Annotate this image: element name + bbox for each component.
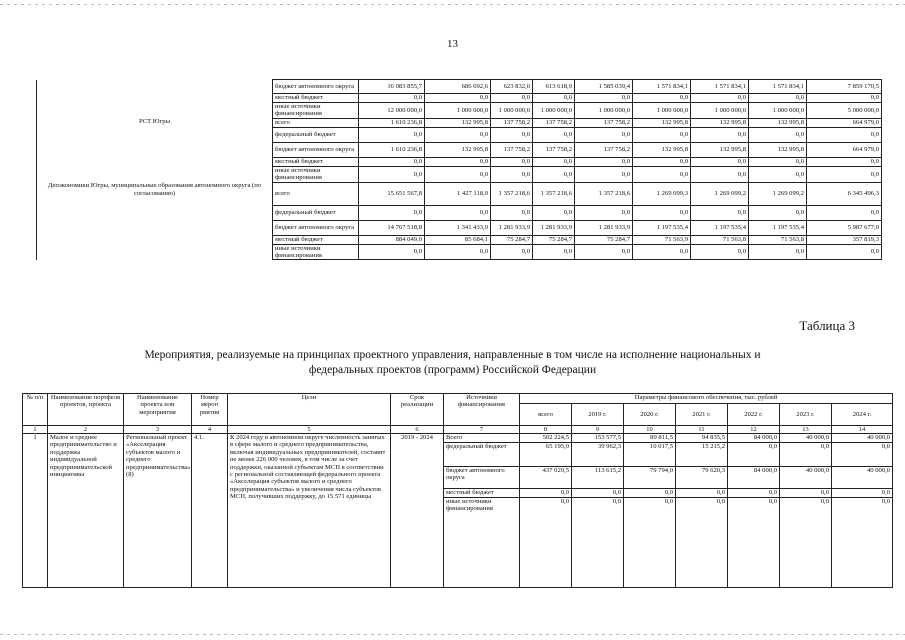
column-number: 1 bbox=[23, 426, 48, 434]
measure-number: 4.1. bbox=[192, 434, 228, 588]
amount-cell: 1 197 535,4 bbox=[749, 220, 807, 235]
column-number: 9 bbox=[572, 426, 624, 434]
amount-cell: 0,0 bbox=[728, 489, 780, 498]
column-number: 14 bbox=[832, 426, 893, 434]
amount-cell: 137 758,2 bbox=[533, 142, 575, 157]
amount-cell: 0,0 bbox=[425, 127, 491, 142]
amount-cell: 137 758,2 bbox=[575, 142, 633, 157]
amount-cell: 15 651 567,8 bbox=[359, 182, 425, 205]
amount-cell: 5 987 677,0 bbox=[807, 220, 882, 235]
amount-cell: 0,0 bbox=[624, 498, 676, 588]
amount-cell: 14 767 518,8 bbox=[359, 220, 425, 235]
amount-cell: 75 284,7 bbox=[575, 235, 633, 244]
table-row bbox=[37, 80, 882, 94]
amount-cell: 0,0 bbox=[633, 205, 691, 220]
projects-table bbox=[22, 393, 893, 588]
page-number: 13 bbox=[447, 38, 458, 50]
amount-cell: 71 563,8 bbox=[749, 235, 807, 244]
amount-cell: 1 341 433,9 bbox=[425, 220, 491, 235]
amount-cell: 1 281 933,9 bbox=[575, 220, 633, 235]
amount-cell: 0,0 bbox=[832, 443, 893, 467]
source-label: всего bbox=[273, 182, 359, 205]
amount-cell: 1 197 535,4 bbox=[633, 220, 691, 235]
amount-cell: 0,0 bbox=[359, 205, 425, 220]
amount-cell: 1 269 099,2 bbox=[749, 182, 807, 205]
amount-cell: 75 284,7 bbox=[491, 235, 533, 244]
amount-cell: 0,0 bbox=[425, 166, 491, 182]
column-number: 6 bbox=[391, 426, 444, 434]
amount-cell: 1 357 218,6 bbox=[575, 182, 633, 205]
amount-cell: 0,0 bbox=[691, 166, 749, 182]
amount-cell: 1 000 000,0 bbox=[575, 103, 633, 119]
amount-cell: 10 017,5 bbox=[624, 443, 676, 467]
amount-cell: 137 758,2 bbox=[491, 142, 533, 157]
amount-cell: 1 000 000,0 bbox=[491, 103, 533, 119]
amount-cell: 0,0 bbox=[533, 157, 575, 166]
amount-cell: 0,0 bbox=[633, 244, 691, 260]
source-label: иные источники финансирования bbox=[273, 166, 359, 182]
amount-cell: 0,0 bbox=[359, 166, 425, 182]
amount-cell: 0,0 bbox=[807, 244, 882, 260]
amount-cell: 71 563,9 bbox=[633, 235, 691, 244]
amount-cell: 0,0 bbox=[807, 127, 882, 142]
table-row bbox=[37, 118, 882, 127]
amount-cell: 85 684,1 bbox=[425, 235, 491, 244]
amount-cell: 1 571 834,1 bbox=[691, 80, 749, 94]
amount-cell: 0,0 bbox=[533, 166, 575, 182]
amount-cell: 0,0 bbox=[749, 157, 807, 166]
amount-cell: 0,0 bbox=[780, 443, 832, 467]
header-params: Параметры финансового обеспечения, тыс. рублей bbox=[520, 394, 893, 404]
header-project: Наименование проекта или мероприятия bbox=[124, 394, 192, 426]
goals-text: К 2024 году в автономном округе численность занятых в сфере малого и среднего предпринимательства, включая индивидуальных предпринимателей, составит не менее 226 000 человек, в том числе за счет поддержки, оказанной субъектам МСП в соответствии с региональной составляющей федерального проекта «Акселерация субъектов малого и среднего предпринимательства» и увеличения числа субъектов МСП, получивших поддержку, до 15 571 единицы bbox=[228, 434, 391, 588]
amount-cell: 0,0 bbox=[533, 94, 575, 103]
header-measure-num: Номер мероп риятия bbox=[192, 394, 228, 426]
column-number: 5 bbox=[228, 426, 391, 434]
amount-cell: 132 995,8 bbox=[425, 118, 491, 127]
amount-cell: 0,0 bbox=[575, 94, 633, 103]
source-label: Всего bbox=[444, 434, 520, 443]
amount-cell: 1 000 000,0 bbox=[425, 103, 491, 119]
amount-cell: 1 585 039,4 bbox=[575, 80, 633, 94]
amount-cell: 137 758,2 bbox=[575, 118, 633, 127]
table-row bbox=[23, 434, 893, 443]
amount-cell: 0,0 bbox=[425, 157, 491, 166]
amount-cell: 1 000 000,0 bbox=[749, 103, 807, 119]
source-label: федеральный бюджет bbox=[273, 127, 359, 142]
amount-cell: 0,0 bbox=[749, 205, 807, 220]
amount-cell: 40 000,0 bbox=[832, 434, 893, 443]
source-label: иные источники финансирования bbox=[444, 498, 520, 588]
amount-cell: 132 995,8 bbox=[691, 142, 749, 157]
row-num: 1 bbox=[23, 434, 48, 588]
amount-cell: 84 000,0 bbox=[728, 434, 780, 443]
amount-cell: 0,0 bbox=[832, 489, 893, 498]
amount-cell: 40 000,0 bbox=[780, 467, 832, 489]
amount-cell: 5 000 000,0 bbox=[807, 103, 882, 119]
header-year: 2020 г. bbox=[624, 404, 676, 426]
amount-cell: 40 000,0 bbox=[780, 434, 832, 443]
source-label: местный бюджет bbox=[273, 235, 359, 244]
header-goals: Цели bbox=[228, 394, 391, 426]
amount-cell: 132 995,8 bbox=[425, 142, 491, 157]
amount-cell: 7 859 170,5 bbox=[807, 80, 882, 94]
source-label: всего bbox=[273, 118, 359, 127]
column-number: 13 bbox=[780, 426, 832, 434]
amount-cell: 132 995,8 bbox=[633, 142, 691, 157]
amount-cell: 84 000,0 bbox=[728, 467, 780, 489]
amount-cell: 1 269 099,2 bbox=[691, 182, 749, 205]
amount-cell: 153 577,5 bbox=[572, 434, 624, 443]
amount-cell: 1 281 933,9 bbox=[491, 220, 533, 235]
amount-cell: 0,0 bbox=[728, 498, 780, 588]
amount-cell: 39 962,3 bbox=[572, 443, 624, 467]
amount-cell: 0,0 bbox=[575, 157, 633, 166]
amount-cell: 0,0 bbox=[491, 127, 533, 142]
amount-cell: 0,0 bbox=[728, 443, 780, 467]
amount-cell: 357 819,3 bbox=[807, 235, 882, 244]
amount-cell: 132 995,8 bbox=[749, 142, 807, 157]
amount-cell: 0,0 bbox=[691, 205, 749, 220]
header-year: всего bbox=[520, 404, 572, 426]
amount-cell: 0,0 bbox=[807, 205, 882, 220]
amount-cell: 0,0 bbox=[575, 127, 633, 142]
amount-cell: 664 979,0 bbox=[807, 142, 882, 157]
amount-cell: 686 692,6 bbox=[425, 80, 491, 94]
responsible-org bbox=[37, 80, 273, 119]
responsible-org: Депэкономики Югры, муниципальные образования автономного округа (по согласованию) bbox=[37, 182, 273, 260]
amount-cell: 0,0 bbox=[676, 489, 728, 498]
amount-cell: 1 000 000,0 bbox=[633, 103, 691, 119]
amount-cell: 0,0 bbox=[633, 166, 691, 182]
amount-cell: 0,0 bbox=[359, 157, 425, 166]
amount-cell: 79 794,0 bbox=[624, 467, 676, 489]
source-label: федеральный бюджет bbox=[273, 205, 359, 220]
budget-table-continued bbox=[36, 79, 882, 260]
amount-cell: 0,0 bbox=[425, 94, 491, 103]
amount-cell: 89 811,5 bbox=[624, 434, 676, 443]
amount-cell: 0,0 bbox=[575, 205, 633, 220]
amount-cell: 0,0 bbox=[575, 244, 633, 260]
title-line-1: Мероприятия, реализуемые на принципах проектного управления, направленные в том числе на исполнение национальных и bbox=[144, 349, 761, 361]
amount-cell: 137 758,2 bbox=[491, 118, 533, 127]
amount-cell: 1 269 099,3 bbox=[633, 182, 691, 205]
source-label: иные источники финансирования bbox=[273, 103, 359, 119]
amount-cell: 437 029,5 bbox=[520, 467, 572, 489]
amount-cell: 1 610 236,8 bbox=[359, 142, 425, 157]
amount-cell: 0,0 bbox=[491, 244, 533, 260]
amount-cell: 0,0 bbox=[780, 489, 832, 498]
period: 2019 - 2024 bbox=[391, 434, 444, 588]
amount-cell: 16 083 855,7 bbox=[359, 80, 425, 94]
source-label: местный бюджет bbox=[273, 157, 359, 166]
source-label: местный бюджет bbox=[273, 94, 359, 103]
amount-cell: 0,0 bbox=[749, 244, 807, 260]
amount-cell: 71 563,8 bbox=[691, 235, 749, 244]
amount-cell: 0,0 bbox=[359, 127, 425, 142]
amount-cell: 132 995,8 bbox=[691, 118, 749, 127]
amount-cell: 1 357 218,6 bbox=[533, 182, 575, 205]
column-number: 10 bbox=[624, 426, 676, 434]
column-number: 4 bbox=[192, 426, 228, 434]
amount-cell: 79 620,3 bbox=[676, 467, 728, 489]
amount-cell: 1 357 218,6 bbox=[491, 182, 533, 205]
amount-cell: 65 195,0 bbox=[520, 443, 572, 467]
portfolio-name: Малое и среднее предпринимательство и поддержка индивидуальной предпринимательской инициативы bbox=[48, 434, 124, 588]
amount-cell: 0,0 bbox=[572, 498, 624, 588]
amount-cell: 113 615,2 bbox=[572, 467, 624, 489]
amount-cell: 0,0 bbox=[749, 127, 807, 142]
amount-cell: 0,0 bbox=[633, 94, 691, 103]
amount-cell: 1 000 000,0 bbox=[691, 103, 749, 119]
amount-cell: 623 832,0 bbox=[491, 80, 533, 94]
amount-cell: 1 571 834,1 bbox=[749, 80, 807, 94]
header-year: 2021 г. bbox=[676, 404, 728, 426]
amount-cell: 0,0 bbox=[691, 127, 749, 142]
amount-cell: 1 427 118,0 bbox=[425, 182, 491, 205]
amount-cell: 0,0 bbox=[633, 157, 691, 166]
table-label: Таблица 3 bbox=[799, 318, 855, 333]
amount-cell: 0,0 bbox=[425, 244, 491, 260]
column-number: 11 bbox=[676, 426, 728, 434]
amount-cell: 132 995,8 bbox=[749, 118, 807, 127]
amount-cell: 0,0 bbox=[520, 489, 572, 498]
source-label: местный бюджет bbox=[444, 489, 520, 498]
source-label: бюджет автономного округа bbox=[273, 220, 359, 235]
amount-cell: 0,0 bbox=[633, 127, 691, 142]
column-number: 12 bbox=[728, 426, 780, 434]
amount-cell: 1 571 834,1 bbox=[633, 80, 691, 94]
header-num: № п/п bbox=[23, 394, 48, 426]
header-year: 2022 г. bbox=[728, 404, 780, 426]
header-year: 2019 г. bbox=[572, 404, 624, 426]
amount-cell: 0,0 bbox=[807, 166, 882, 182]
amount-cell: 0,0 bbox=[491, 157, 533, 166]
header-year: 2024 г. bbox=[832, 404, 893, 426]
amount-cell: 884 049,0 bbox=[359, 235, 425, 244]
amount-cell: 0,0 bbox=[832, 498, 893, 588]
amount-cell: 0,0 bbox=[780, 498, 832, 588]
amount-cell: 0,0 bbox=[691, 157, 749, 166]
amount-cell: 0,0 bbox=[749, 166, 807, 182]
amount-cell: 0,0 bbox=[359, 94, 425, 103]
amount-cell: 1 610 236,8 bbox=[359, 118, 425, 127]
amount-cell: 94 835,5 bbox=[676, 434, 728, 443]
amount-cell: 0,0 bbox=[575, 166, 633, 182]
amount-cell: 0,0 bbox=[676, 498, 728, 588]
amount-cell: 137 758,2 bbox=[533, 118, 575, 127]
amount-cell: 0,0 bbox=[691, 244, 749, 260]
amount-cell: 0,0 bbox=[807, 94, 882, 103]
amount-cell: 1 197 535,4 bbox=[691, 220, 749, 235]
amount-cell: 0,0 bbox=[359, 244, 425, 260]
amount-cell: 0,0 bbox=[807, 157, 882, 166]
source-label: бюджет автономного округа bbox=[273, 80, 359, 94]
amount-cell: 664 979,0 bbox=[807, 118, 882, 127]
source-label: иные источники финансирования bbox=[273, 244, 359, 260]
source-label: бюджет автономного округа bbox=[273, 142, 359, 157]
project-name: Региональный проект «Акселерация субъектов малого и среднего предпринимательства» (8) bbox=[124, 434, 192, 588]
table-title bbox=[40, 348, 865, 378]
column-number: 7 bbox=[444, 426, 520, 434]
amount-cell: 1 000 000,0 bbox=[533, 103, 575, 119]
amount-cell: 40 000,0 bbox=[832, 467, 893, 489]
amount-cell: 502 224,5 bbox=[520, 434, 572, 443]
amount-cell: 0,0 bbox=[491, 166, 533, 182]
source-label: бюджет автономного округа bbox=[444, 467, 520, 489]
amount-cell: 6 345 496,3 bbox=[807, 182, 882, 205]
amount-cell: 15 215,2 bbox=[676, 443, 728, 467]
table-row bbox=[37, 182, 882, 205]
column-number: 3 bbox=[124, 426, 192, 434]
amount-cell: 0,0 bbox=[572, 489, 624, 498]
amount-cell: 0,0 bbox=[533, 205, 575, 220]
source-label: федеральный бюджет bbox=[444, 443, 520, 467]
amount-cell: 0,0 bbox=[749, 94, 807, 103]
responsible-org: РСТ Югры bbox=[37, 118, 273, 182]
column-number: 8 bbox=[520, 426, 572, 434]
amount-cell: 12 000 000,0 bbox=[359, 103, 425, 119]
amount-cell: 0,0 bbox=[533, 127, 575, 142]
header-sources: Источники финансирования bbox=[444, 394, 520, 426]
amount-cell: 0,0 bbox=[425, 205, 491, 220]
amount-cell: 0,0 bbox=[520, 498, 572, 588]
amount-cell: 132 995,8 bbox=[633, 118, 691, 127]
title-line-2: федеральных проектов (программ) Российской Федерации bbox=[308, 364, 597, 376]
amount-cell: 0,0 bbox=[491, 94, 533, 103]
amount-cell: 0,0 bbox=[491, 205, 533, 220]
column-number: 2 bbox=[48, 426, 124, 434]
amount-cell: 75 284,7 bbox=[533, 235, 575, 244]
amount-cell: 613 618,9 bbox=[533, 80, 575, 94]
amount-cell: 1 281 933,9 bbox=[533, 220, 575, 235]
header-period: Срок реализации bbox=[391, 394, 444, 426]
header-year: 2023 г. bbox=[780, 404, 832, 426]
amount-cell: 0,0 bbox=[691, 94, 749, 103]
amount-cell: 0,0 bbox=[624, 489, 676, 498]
amount-cell: 0,0 bbox=[533, 244, 575, 260]
header-portfolio: Наименование портфеля проектов, проекта bbox=[48, 394, 124, 426]
